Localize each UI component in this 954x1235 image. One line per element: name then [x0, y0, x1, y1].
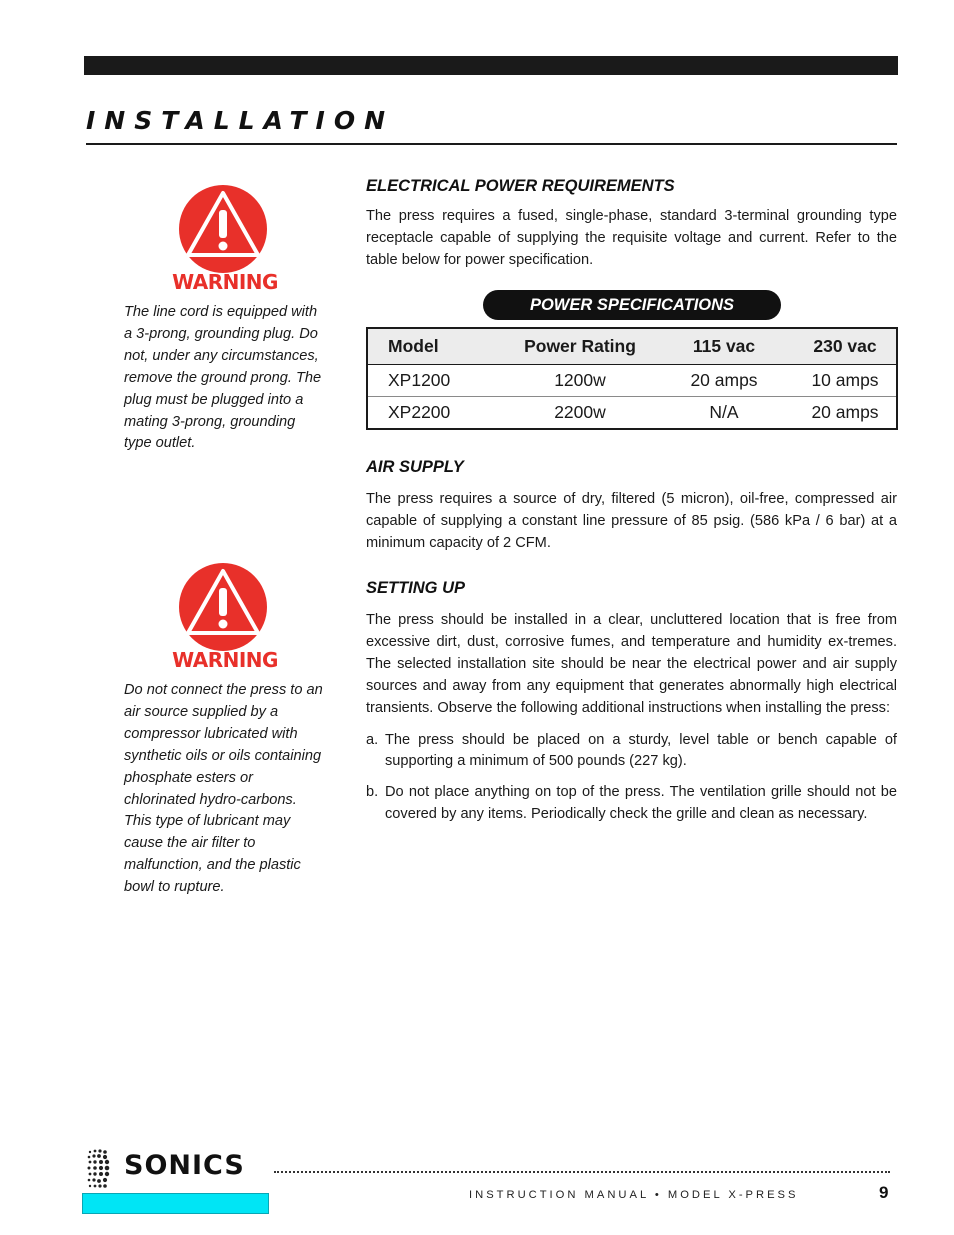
warning-triangle-icon [178, 184, 268, 274]
header-bar [84, 56, 898, 75]
table-cell: 20 amps [811, 402, 879, 422]
sonics-logo-dots-icon [86, 1148, 114, 1190]
table-header-cell: Power Rating [506, 328, 654, 365]
table-caption: POWER SPECIFICATIONS [483, 290, 781, 320]
table-row [367, 397, 897, 430]
list-item [366, 782, 897, 826]
power-spec-table [366, 327, 898, 430]
section-body: The press requires a source of dry, filtered (5 micron), oil-free, compressed air capable of supplying a constant line pressure of 85 psig. (586 kPa / 6 bar) at a minimum capacity of 2 CFM. [366, 491, 897, 551]
table-cell: XP1200 [367, 365, 506, 397]
air-supply-section [366, 458, 897, 555]
warning-label: WARNING [172, 648, 278, 672]
warning-label: WARNING [172, 270, 278, 294]
warning-triangle-icon [178, 562, 268, 652]
page-title: INSTALLATION [86, 106, 395, 135]
table-row [367, 365, 897, 397]
table-header-row [367, 328, 897, 365]
table-header-cell: 230 vac [794, 328, 897, 365]
section-heading: ELECTRICAL POWER REQUIREMENTS [366, 177, 675, 195]
list-item [366, 730, 897, 774]
footer-manual-label: INSTRUCTION MANUAL • MODEL X-PRESS [469, 1189, 799, 1201]
table-cell: 1200w [506, 365, 654, 397]
warning-box-2 [124, 562, 324, 899]
title-rule [86, 143, 897, 145]
table-cell: 10 amps [794, 365, 897, 397]
table-cell: N/A [709, 402, 739, 422]
electrical-section [366, 177, 897, 272]
list-marker: a. [366, 731, 379, 748]
accent-bar [82, 1193, 269, 1214]
section-body: The press requires a fused, single-phase, standard 3-terminal grounding type receptacle capable of supplying the requisite voltage and current. Refer to the table below for power specification. [366, 208, 897, 268]
table-header-cell: 115 vac [654, 328, 794, 365]
page-number: 9 [879, 1183, 889, 1202]
section-heading: SETTING UP [366, 579, 466, 597]
table-cell: XP2200 [388, 402, 451, 422]
section-body: The press should be installed in a clear, uncluttered location that is free from excessive dirt, dust, corrosive fumes, and temperature and humidity ex-tremes. The selected installation site should be near the electrical power and air supply sources and away from any equipment that generates abnormally high electrical transients. Observe the following additional instructions when installing the press: [366, 612, 897, 716]
footer-dotted-rule [274, 1171, 890, 1173]
list-text: The press should be placed on a sturdy, level table or bench capable of supporting a minimum of 500 pounds (227 kg). [385, 731, 897, 770]
warning-box-1 [124, 184, 324, 455]
setting-up-section [366, 579, 897, 826]
table-header-cell: Model [367, 328, 506, 365]
section-heading: AIR SUPPLY [366, 458, 464, 476]
table-cell: 20 amps [654, 365, 794, 397]
warning-text: Do not connect the press to an air source supplied by a compressor lubricated with synthetic oils or oils containing phosphate esters or chlorinated hydro-carbons. This type of lubricant may cause the air filter to malfunction, and the plastic bowl to rupture. [124, 682, 323, 896]
warning-text: The line cord is equipped with a 3-prong, grounding plug. Do not, under any circumstances, remove the ground prong. The plug must be plugged into a mating 3-prong, grounding type outlet. [124, 304, 322, 452]
sonics-logo: SONICS [124, 1150, 245, 1181]
list-text: Do not place anything on top of the press. The ventilation grille should not be covered by any items. Periodically check the grille and clean as necessary. [385, 784, 897, 823]
table-cell: 2200w [554, 402, 606, 422]
list-marker: b. [366, 784, 379, 801]
